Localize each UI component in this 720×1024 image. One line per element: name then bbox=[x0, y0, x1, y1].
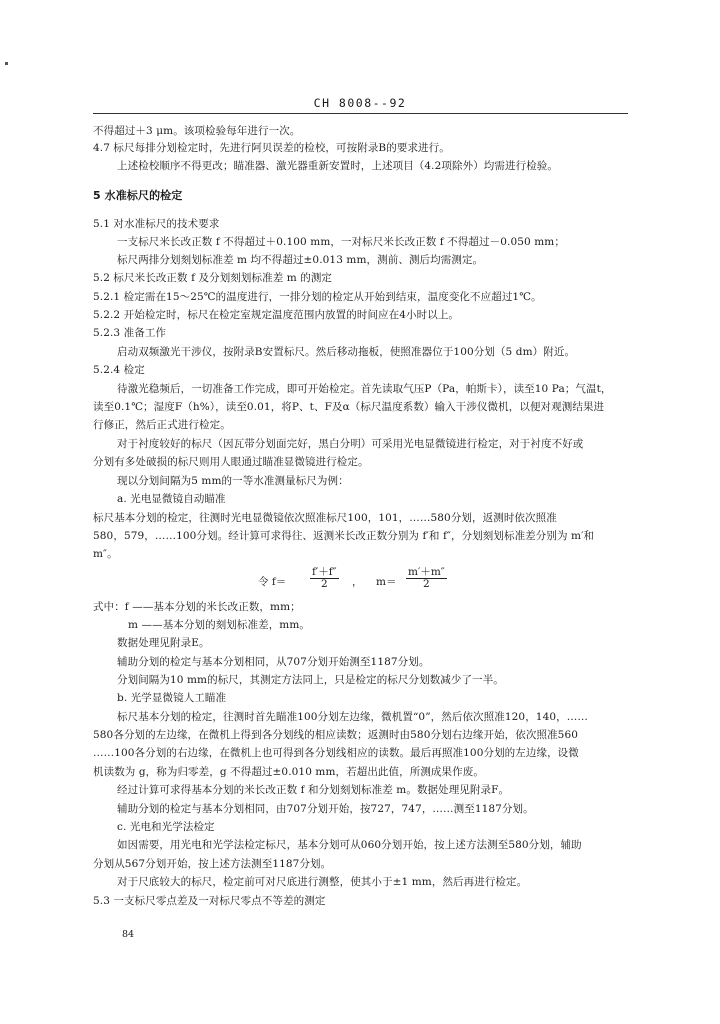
item-a-heading: a. 光电显微镜自动瞄准 bbox=[117, 493, 226, 505]
formula-lhs-f: 令 f＝ bbox=[258, 576, 287, 588]
body-line: 分划间隔为10 mm的标尺，其测定方法同上，只是检定的标尺分划数减少了一半。 bbox=[117, 674, 504, 686]
item-b-heading: b. 光学显微镜人工瞄准 bbox=[117, 692, 227, 704]
formula-separator: ， bbox=[352, 576, 363, 588]
fraction-f bbox=[310, 567, 339, 590]
body-line: 一支标尺米长改正数 f 不得超过＋0.100 mm，一对标尺米长改正数 f 不得超过－0.050 mm； bbox=[117, 236, 565, 248]
body-line: 辅助分划的检定与基本分划相同，由707分划开始，按727，747，……测至1187分划。 bbox=[117, 803, 534, 815]
clause-heading: 5.3 一支标尺零点差及一对标尺零点不等差的测定 bbox=[93, 895, 326, 907]
body-line: 启动双频激光干涉仪，按附录B安置标尺。然后移动拖板，使照准器位于100分划（5 dm）附近。 bbox=[117, 346, 576, 358]
clause-5-2-1: 5.2.1 检定需在15～25℃的温度进行，一排分划的检定从开始到结束，温度变化不应超过1℃。 bbox=[93, 291, 542, 303]
formula bbox=[248, 567, 478, 593]
clause-heading: 5.1 对水准标尺的技术要求 bbox=[93, 218, 220, 230]
header-rule bbox=[93, 113, 628, 114]
fraction-m-denominator: 2 bbox=[423, 578, 430, 590]
body-line: 580，579，……100分划。经计算可求得往、返测米长改正数分别为 f′和 f″，分划刻划标准差分别为 m′和 bbox=[93, 530, 595, 542]
body-line: 经过计算可求得基本分划的米长改正数 f 和分划刻划标准差 m。数据处理见附录F。 bbox=[117, 784, 510, 796]
clause-5-2-3: 5.2.3 准备工作 bbox=[93, 327, 167, 339]
item-c-heading: c. 光电和光学法检定 bbox=[117, 821, 215, 833]
body-line: 580各分划的左边缘，在微机上得到各分划线的相应读数；返测时由580分划右边缘开始，依次照准560 bbox=[93, 729, 579, 741]
body-line: 上述检校顺序不得更改；瞄准器、激光器重新安置时，上述项目（4.2项除外）均需进行检验。 bbox=[117, 160, 558, 172]
body-line: 不得超过＋3 μm。该项检验每年进行一次。 bbox=[93, 125, 301, 137]
definition-m: m ——基本分划的刻划标准差，mm。 bbox=[128, 619, 311, 631]
body-line: 对于衬度较好的标尺（因瓦带分划面完好，黑白分明）可采用光电显微镜进行检定，对于衬度不好或 bbox=[117, 438, 584, 450]
body-line: 标尺基本分划的检定，往测时首先瞄准100分划左边缘，微机置“0”，然后依次照准120，140，…… bbox=[117, 711, 588, 723]
body-line: 如因需要，用光电和光学法检定标尺，基本分划可从060分划开始，按上述方法测至580分划，辅助 bbox=[117, 839, 582, 851]
section-heading: 5 水准标尺的检定 bbox=[93, 189, 183, 202]
body-line: 辅助分划的检定与基本分划相同，从707分划开始测至1187分划。 bbox=[117, 656, 430, 668]
clause-4-7: 4.7 标尺每排分划检定时，先进行阿贝误差的检校，可按附录B的要求进行。 bbox=[93, 142, 450, 154]
body-line: 待激光稳频后，一切准备工作完成，即可开始检定。首先读取气压P（Pa，帕斯卡），读至10 Pa；气温t， bbox=[117, 383, 612, 395]
definition-f: 式中：f ——基本分划的米长改正数，mm； bbox=[93, 601, 301, 613]
fraction-f-denominator: 2 bbox=[320, 578, 328, 590]
body-line: m″。 bbox=[93, 548, 118, 560]
formula-lhs-m: m＝ bbox=[376, 576, 397, 588]
body-line: 对于尺底较大的标尺，检定前可对尺底进行测整，使其小于±1 mm，然后再进行检定。 bbox=[117, 876, 528, 888]
margin-speck bbox=[5, 62, 8, 65]
body-line: ……100各分划的右边缘，在微机上也可得到各分划线相应的读数。最后再照准100分划的左边缘，设微 bbox=[93, 747, 579, 759]
body-line: 行修正，然后正式进行检定。 bbox=[93, 419, 231, 431]
clause-heading: 5.2 标尺米长改正数 f 及分划刻划标准差 m 的测定 bbox=[93, 272, 333, 284]
body-line: 机读数为 g，称为归零差，g 不得超过±0.010 mm，若超出此值，所测成果作废。 bbox=[93, 766, 484, 778]
fraction-m bbox=[406, 567, 447, 590]
fraction-m-numerator: m′＋m″ bbox=[408, 566, 445, 578]
clause-5-2-2: 5.2.2 开始检定时，标尺在检定室规定温度范围内放置的时间应在4小时以上。 bbox=[93, 309, 460, 321]
body-line: 分划从567分划开始，按上述方法测至1187分划。 bbox=[93, 858, 332, 870]
fraction-f-numerator: f′＋f″ bbox=[312, 566, 337, 578]
page-number: 84 bbox=[122, 929, 135, 940]
running-header: CH 8008--92 bbox=[313, 96, 407, 110]
body-line: 标尺基本分划的检定，往测时光电显微镜依次照准标尺100，101，……580分划，返测时依次照准 bbox=[93, 512, 557, 524]
body-line: 数据处理见附录E。 bbox=[117, 637, 210, 649]
body-line: 分划有多处破损的标尺则用人眼通过瞄准显微镜进行检定。 bbox=[93, 456, 369, 468]
body-line: 标尺两排分划刻划标准差 m 均不得超过±0.013 mm，测前、测后均需测定。 bbox=[117, 254, 484, 266]
clause-5-2-4: 5.2.4 检定 bbox=[93, 364, 145, 376]
body-line: 现以分划间隔为5 mm的一等水准测量标尺为例： bbox=[117, 475, 349, 487]
body-line: 读至0.1℃；湿度F（h%），读至0.01，将P、t、F及α（标尺温度系数）输入干涉仪微机，以便对观测结果进 bbox=[93, 401, 605, 413]
